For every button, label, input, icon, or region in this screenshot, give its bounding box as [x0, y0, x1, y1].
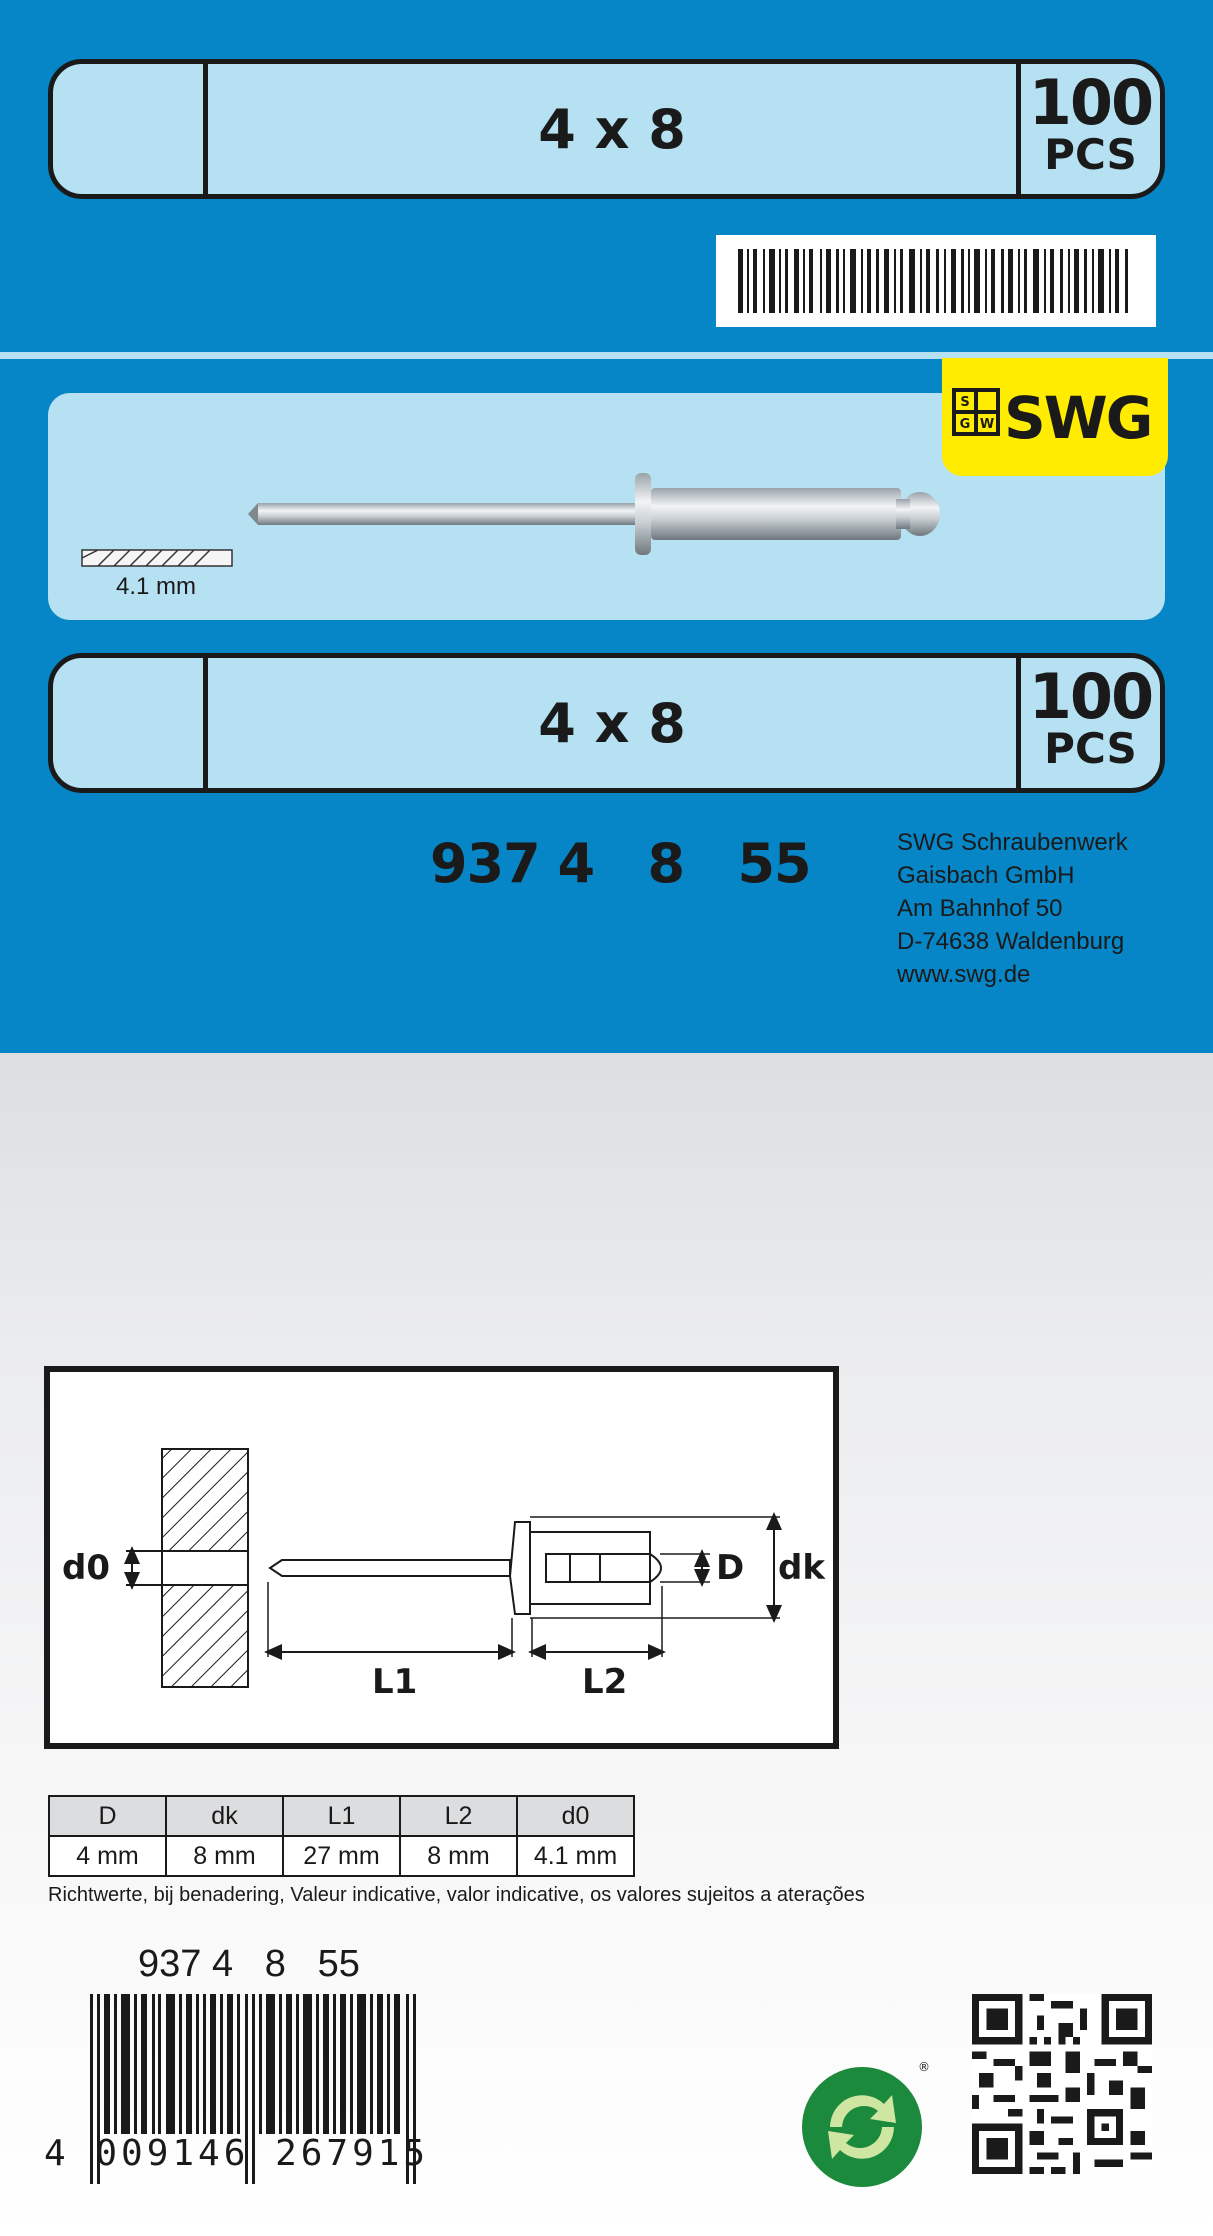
table-header-row	[49, 1796, 634, 1836]
green-dot-logo	[800, 2057, 930, 2187]
quantity	[1021, 660, 1160, 773]
drill-bit-icon	[78, 543, 238, 577]
quantity	[1021, 66, 1160, 179]
table-cell: 4.1 mm	[517, 1836, 634, 1876]
label-d0: d0	[62, 1548, 110, 1588]
svg-text:W: W	[979, 417, 995, 432]
company-address	[897, 826, 1197, 991]
table-header-cell: dk	[166, 1796, 283, 1836]
website-link: www.swg.de	[897, 961, 1031, 988]
table-cell: 4 mm	[49, 1836, 166, 1876]
quantity-unit: PCS	[1044, 724, 1137, 773]
spec-table	[48, 1795, 635, 1877]
address-line: SWG Schraubenwerk	[897, 829, 1128, 856]
svg-text:®: ®	[918, 2060, 930, 2074]
drill-size-label: 4.1 mm	[116, 573, 197, 600]
address-line: Gaisbach GmbH	[897, 862, 1075, 889]
svg-text:G: G	[959, 417, 971, 432]
size-text: 4 x 8	[538, 691, 686, 755]
table-header-cell: L1	[283, 1796, 400, 1836]
table-header-cell: d0	[517, 1796, 634, 1836]
swg-logo	[942, 358, 1168, 476]
qr-code	[972, 1994, 1152, 2174]
quantity-unit: PCS	[1044, 130, 1137, 179]
middle-size-label	[48, 653, 1165, 793]
ean-digits: 4 009146 267915	[44, 2133, 430, 2174]
svg-text:SWG: SWG	[1004, 384, 1152, 452]
quantity-number: 100	[1028, 660, 1153, 733]
article-number: 937 4 8 55	[430, 832, 811, 895]
label-L1: L1	[372, 1662, 418, 1702]
barcode-icon	[716, 235, 1156, 327]
rivet-diagram	[44, 1366, 839, 1749]
barcode-article-number: 937 4 8 55	[138, 1943, 360, 1985]
table-cell: 27 mm	[283, 1836, 400, 1876]
svg-text:S: S	[960, 395, 970, 410]
label-L2: L2	[582, 1662, 628, 1702]
table-header-cell: L2	[400, 1796, 517, 1836]
size-text: 4 x 8	[538, 97, 686, 161]
table-cell: 8 mm	[400, 1836, 517, 1876]
address-line: D-74638 Waldenburg	[897, 928, 1125, 955]
top-size-label	[48, 59, 1165, 199]
label-dk: dk	[778, 1548, 825, 1588]
quantity-number: 100	[1028, 66, 1153, 139]
label-D: D	[716, 1548, 745, 1588]
table-row	[49, 1836, 634, 1876]
table-header-cell: D	[49, 1796, 166, 1836]
table-cell: 8 mm	[166, 1836, 283, 1876]
address-line: Am Bahnhof 50	[897, 895, 1063, 922]
disclaimer-note: Richtwerte, bij benadering, Valeur indicative, valor indicative, os valores sujeitos a aterações	[48, 1884, 865, 1906]
